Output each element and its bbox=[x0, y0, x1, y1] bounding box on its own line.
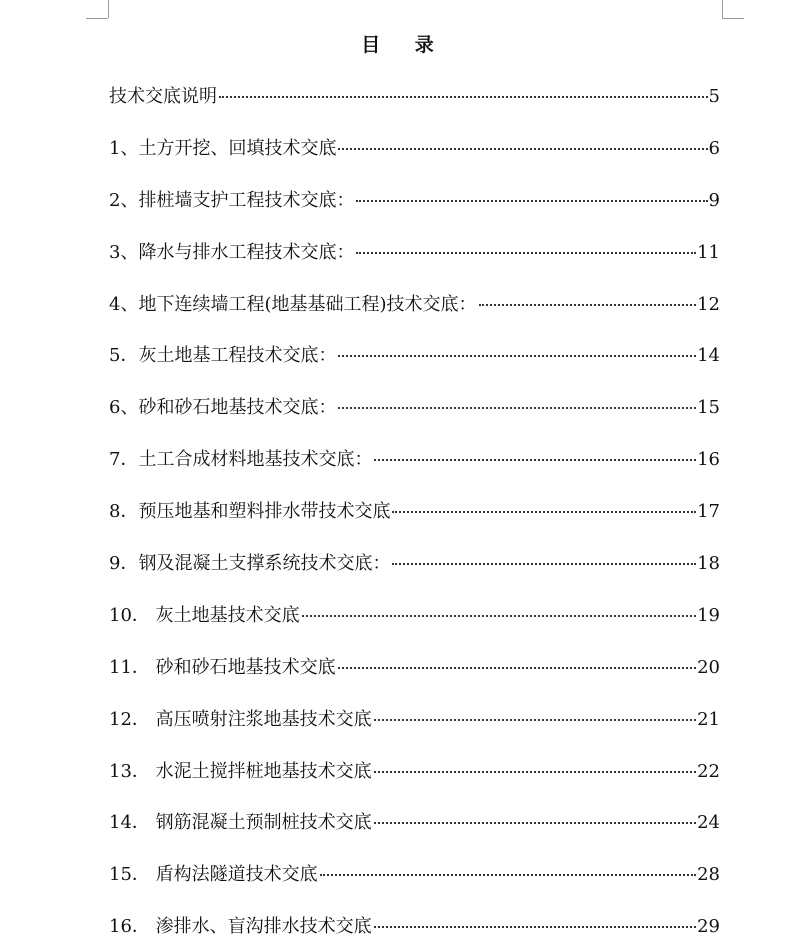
toc-entry-text: 10． 灰土地基技术交底 bbox=[109, 604, 300, 626]
toc-entry-text: 2、排桩墙支护工程技术交底： bbox=[109, 189, 355, 211]
toc-entry-text: 1、土方开挖、回填技术交底 bbox=[109, 137, 337, 159]
toc-entry[interactable] bbox=[109, 342, 720, 394]
crop-mark-top-left-horizontal bbox=[86, 18, 108, 19]
toc-list bbox=[109, 83, 720, 944]
crop-mark-top-left-vertical bbox=[108, 0, 109, 18]
toc-entry-page: 18 bbox=[697, 553, 720, 575]
toc-entry-page: 28 bbox=[697, 864, 720, 886]
toc-leader-dots bbox=[374, 822, 696, 824]
toc-entry-text: 15． 盾构法隧道技术交底 bbox=[109, 864, 318, 886]
toc-entry-text: 7．土工合成材料地基技术交底： bbox=[109, 449, 373, 471]
toc-entry-text: 5．灰土地基工程技术交底： bbox=[109, 345, 337, 367]
toc-entry-page: 6 bbox=[708, 137, 720, 159]
toc-entry-text: 14． 钢筋混凝土预制桩技术交底 bbox=[109, 812, 372, 834]
toc-entry[interactable] bbox=[109, 187, 720, 239]
toc-entry-text: 9．钢及混凝土支撑系统技术交底： bbox=[109, 553, 391, 575]
toc-entry[interactable] bbox=[109, 291, 720, 343]
toc-entry-text: 技术交底说明 bbox=[109, 86, 217, 107]
toc-entry-page: 5 bbox=[708, 86, 720, 107]
toc-leader-dots bbox=[479, 304, 697, 306]
toc-entry[interactable] bbox=[109, 861, 720, 913]
toc-entry-page: 22 bbox=[697, 760, 720, 782]
toc-entry[interactable] bbox=[109, 758, 720, 810]
toc-entry-text: 16． 渗排水、盲沟排水技术交底 bbox=[109, 916, 372, 938]
toc-leader-dots bbox=[320, 874, 696, 876]
toc-entry-page: 24 bbox=[697, 812, 720, 834]
toc-entry[interactable] bbox=[109, 394, 720, 446]
toc-entry[interactable] bbox=[109, 446, 720, 498]
toc-entry[interactable] bbox=[109, 654, 720, 706]
toc-leader-dots bbox=[374, 459, 696, 461]
toc-entry[interactable] bbox=[109, 498, 720, 550]
toc-entry-page: 21 bbox=[697, 708, 720, 730]
toc-entry-text: 4、地下连续墙工程(地基基础工程)技术交底： bbox=[109, 293, 477, 315]
toc-entry[interactable] bbox=[109, 602, 720, 654]
toc-entry-page: 29 bbox=[697, 916, 720, 938]
toc-entry-page: 20 bbox=[697, 656, 720, 678]
toc-entry-text: 13． 水泥土搅拌桩地基技术交底 bbox=[109, 760, 372, 782]
toc-entry[interactable] bbox=[109, 706, 720, 758]
toc-entry-page: 15 bbox=[697, 397, 720, 419]
toc-leader-dots bbox=[219, 96, 708, 98]
toc-entry-text: 3、降水与排水工程技术交底： bbox=[109, 241, 355, 263]
toc-entry-page: 16 bbox=[697, 449, 720, 471]
toc-leader-dots bbox=[374, 926, 696, 928]
toc-leader-dots bbox=[338, 148, 707, 150]
toc-entry-page: 17 bbox=[697, 501, 720, 523]
toc-entry[interactable] bbox=[109, 809, 720, 861]
toc-entry[interactable] bbox=[109, 913, 720, 944]
toc-leader-dots bbox=[374, 719, 696, 721]
toc-entry-text: 8．预压地基和塑料排水带技术交底 bbox=[109, 501, 391, 523]
toc-leader-dots bbox=[338, 355, 696, 357]
toc-leader-dots bbox=[356, 252, 696, 254]
toc-entry-page: 12 bbox=[697, 293, 720, 315]
toc-leader-dots bbox=[338, 407, 696, 409]
toc-entry-text: 6、砂和砂石地基技术交底： bbox=[109, 397, 337, 419]
toc-entry[interactable] bbox=[109, 83, 720, 135]
toc-leader-dots bbox=[356, 200, 707, 202]
toc-entry[interactable] bbox=[109, 135, 720, 187]
toc-title: 目 录 bbox=[361, 34, 448, 56]
toc-leader-dots bbox=[392, 511, 696, 513]
toc-entry[interactable] bbox=[109, 239, 720, 291]
toc-leader-dots bbox=[392, 563, 696, 565]
toc-entry-page: 11 bbox=[697, 241, 720, 263]
crop-mark-top-right-vertical bbox=[722, 0, 723, 18]
toc-leader-dots bbox=[302, 615, 696, 617]
toc-entry-page: 9 bbox=[708, 189, 720, 211]
toc-entry[interactable] bbox=[109, 550, 720, 602]
toc-leader-dots bbox=[338, 667, 696, 669]
crop-mark-top-right-horizontal bbox=[722, 18, 744, 19]
toc-entry-page: 14 bbox=[697, 345, 720, 367]
toc-entry-text: 11． 砂和砂石地基技术交底 bbox=[109, 656, 336, 678]
toc-entry-page: 19 bbox=[697, 604, 720, 626]
toc-entry-text: 12． 高压喷射注浆地基技术交底 bbox=[109, 708, 372, 730]
toc-leader-dots bbox=[374, 771, 696, 773]
